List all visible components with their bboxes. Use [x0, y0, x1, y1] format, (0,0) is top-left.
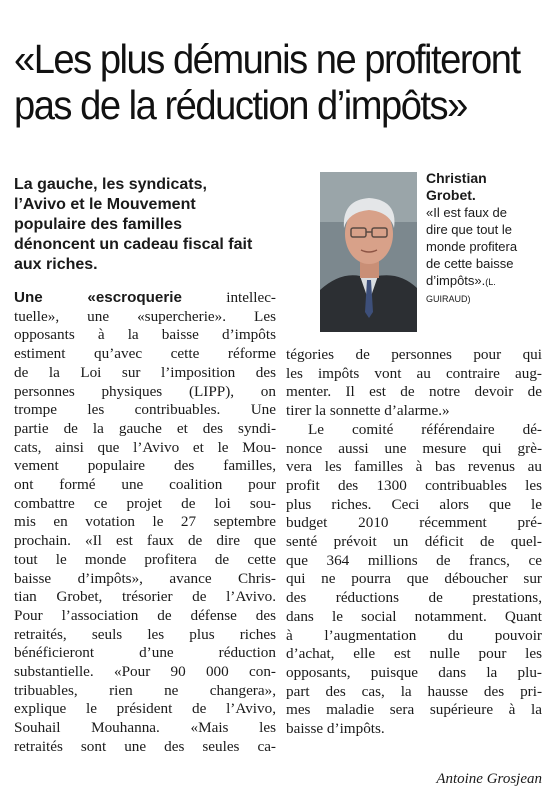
body-line: retraités, seuls les plus riches — [14, 625, 276, 643]
body-line: baisse d’impôts. — [286, 720, 385, 738]
body-line: nonce aussi une mesure qui grè- — [286, 439, 542, 457]
body-line: partie de la gauche et des syndi- — [14, 419, 276, 437]
photo-caption — [426, 170, 544, 308]
headline-line-2: pas de la réduction d’impôts» — [14, 82, 467, 128]
body-line: mis en votation le 27 septembre — [14, 513, 276, 531]
body-line: Pour l’association de défense des — [14, 606, 276, 624]
body-line: cats, ainsi que l’Avivo et le Mou- — [14, 438, 276, 456]
body-line: opposants, puisque dans la plu- — [286, 663, 542, 681]
body-line: part des cas, la hausse des pri- — [286, 682, 542, 700]
body-line: dans le social notamment. Quant — [286, 607, 542, 625]
caption-quote-line: dire que tout le — [426, 222, 513, 237]
body-line: d’achat, elle est nulle pour les — [286, 645, 542, 663]
body-line: tian Grobet, trésorier de l’Avivo. — [14, 588, 276, 606]
body-line: vement populaire des familles, — [14, 457, 276, 475]
caption-name: Christian — [426, 170, 487, 186]
caption-name-2: Grobet. — [426, 187, 476, 203]
portrait-illustration — [320, 172, 417, 332]
body-line: budget 2010 récemment pré- — [286, 514, 542, 532]
body-line: trompe les contribuables. Une — [14, 401, 276, 419]
body-line — [14, 289, 276, 308]
lead-line: La gauche, les syndicats, — [14, 176, 207, 193]
body-line: explique le président de l’Avivo, — [14, 700, 276, 718]
body-line: Souhail Mouhanna. «Mais les — [14, 719, 276, 737]
body-line: prochain. «Il est faux de dire que — [14, 532, 276, 550]
body-line: Le comité référendaire dé- — [308, 420, 542, 438]
body-line-rest: intellec- — [181, 289, 276, 306]
author-signature: Antoine Grosjean — [436, 771, 542, 787]
body-line: vera les familles à bas revenus au — [286, 458, 542, 476]
lead-line: l’Avivo et le Mouvement — [14, 196, 196, 213]
body-line: menter. Il est de notre devoir de — [286, 383, 542, 401]
body-line: tégories de personnes pour qui — [286, 346, 542, 363]
photo-credit: GUIRAUD) — [426, 294, 471, 304]
caption-quote-line: «Il est faux de — [426, 205, 507, 220]
body-line: tribuables, rien ne changera», — [14, 681, 276, 699]
body-line: combattre ce projet de loi sou- — [14, 494, 276, 512]
body-line: tuelle», une «supercherie». Les — [14, 307, 276, 325]
body-line: profit des 1300 contribuables les — [286, 476, 542, 494]
photo-credit-open: (L. — [485, 277, 496, 287]
body-line: de la Loi sur l’imposition des — [14, 363, 276, 381]
body-line: opposants à la baisse d’impôts — [14, 326, 276, 344]
headline — [14, 36, 520, 128]
lead-paragraph — [14, 175, 304, 275]
caption-quote-end: d’impôts». — [426, 273, 486, 288]
article-column-2 — [286, 346, 542, 739]
headline-line-1: «Les plus démunis ne profiteront — [14, 36, 520, 82]
lead-line: populaire des familles — [14, 216, 183, 233]
article-column-1 — [14, 289, 276, 757]
lead-line: aux riches. — [14, 256, 98, 273]
caption-quote-line — [426, 272, 544, 291]
portrait-photo — [320, 172, 417, 332]
opening-keyword: Une «escroquerie — [14, 289, 182, 306]
lead-line: dénoncent un cadeau fiscal fait — [14, 236, 253, 253]
body-line: senté prévoit un déficit de quel- — [286, 533, 542, 551]
body-line: personnes physiques (LIPP), on — [14, 382, 276, 400]
body-line: des réductions de prestations, — [286, 589, 542, 607]
body-line: à l’augmentation du pouvoir — [286, 626, 542, 644]
body-line: ont formé une coalition pour — [14, 476, 276, 494]
body-line: substantielle. «Pour 90 000 con- — [14, 663, 276, 681]
body-line: qui ne pourra que déboucher sur — [286, 570, 542, 588]
body-line: retraités sont une des seules ca- — [14, 737, 276, 755]
caption-quote-line: monde profitera — [426, 239, 518, 254]
body-line: que 364 millions de francs, ce — [286, 551, 542, 569]
body-line: baisse d’impôts», avance Chris- — [14, 569, 276, 587]
body-line: tout le monde profitera de cette — [14, 550, 276, 568]
body-line: mes maladie sera supérieure à la — [286, 701, 542, 719]
body-line: estiment qu’avec cette réforme — [14, 345, 276, 363]
caption-quote-line: de cette baisse — [426, 256, 514, 271]
body-line: les impôts vont au contraire aug- — [286, 364, 542, 382]
body-line: plus riches. Ceci alors que le — [286, 495, 542, 513]
body-line: tirer la sonnette d’alarme.» — [286, 402, 450, 420]
body-line: bénéficieront d’une réduction — [14, 644, 276, 662]
